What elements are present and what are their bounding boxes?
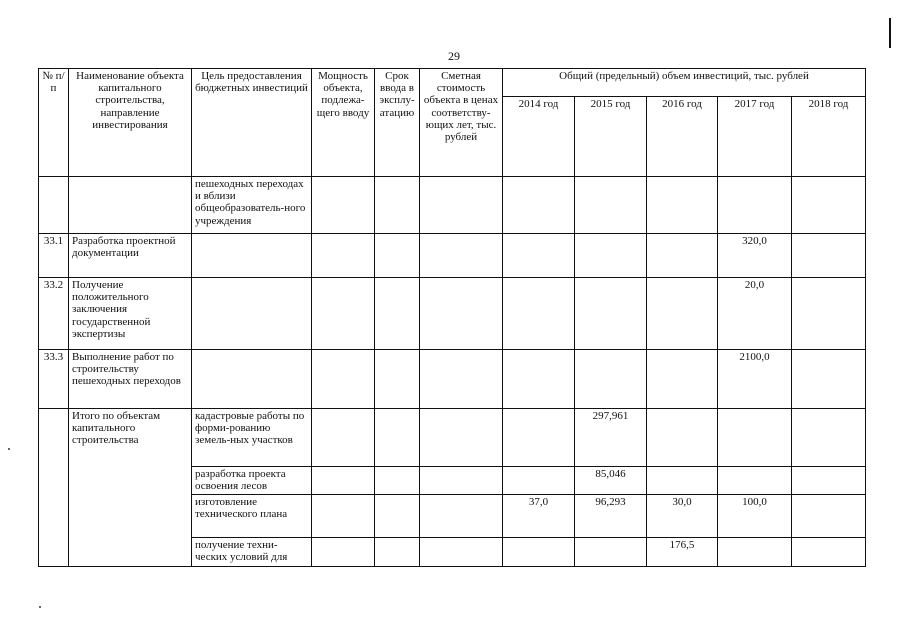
row-power	[312, 409, 375, 467]
row-value-2016	[647, 278, 718, 350]
row-power	[312, 350, 375, 409]
row-estimate	[420, 409, 503, 467]
row-goal	[192, 234, 312, 278]
table-row	[39, 350, 866, 409]
row-value-2015: 297,961	[575, 409, 647, 467]
header-object-name: Наименование объекта капитального строительства, направление инвестирования	[69, 69, 192, 177]
row-value-2015	[575, 177, 647, 234]
header-year: 2014 год	[503, 97, 575, 177]
row-value-2016	[647, 350, 718, 409]
row-estimate	[420, 278, 503, 350]
row-goal: изготовление технического плана	[192, 495, 312, 538]
row-value-2015	[575, 278, 647, 350]
row-value-2014	[503, 234, 575, 278]
row-value-2016	[647, 409, 718, 467]
row-value-2015: 96,293	[575, 495, 647, 538]
row-value-2017: 100,0	[718, 495, 792, 538]
row-value-2018	[792, 409, 866, 467]
row-name: Разработка проектной документации	[69, 234, 192, 278]
row-goal: разработка проекта освоения лесов	[192, 467, 312, 495]
header-estimate: Сметная стоимость объекта в ценах соответству-ющих лет, тыс. рублей	[420, 69, 503, 177]
row-term	[375, 467, 420, 495]
row-value-2018	[792, 495, 866, 538]
header-year: 2017 год	[718, 97, 792, 177]
row-value-2014	[503, 350, 575, 409]
row-estimate	[420, 495, 503, 538]
row-power	[312, 278, 375, 350]
row-power	[312, 467, 375, 495]
row-name: Получение положительного заключения государственной экспертизы	[69, 278, 192, 350]
table-row	[39, 177, 866, 234]
row-term	[375, 409, 420, 467]
row-term	[375, 234, 420, 278]
row-value-2018	[792, 350, 866, 409]
total-block-name: Итого по объектам капитального строительства	[69, 409, 192, 567]
row-estimate	[420, 350, 503, 409]
header-year: 2015 год	[575, 97, 647, 177]
row-value-2018	[792, 538, 866, 567]
row-name: Выполнение работ по строительству пешеходных переходов	[69, 350, 192, 409]
row-value-2017	[718, 409, 792, 467]
row-goal: пешеходных переходах и вблизи общеобразователь-ного учреждения	[192, 177, 312, 234]
scan-speck	[39, 606, 41, 608]
row-value-2017: 2100,0	[718, 350, 792, 409]
row-value-2016: 30,0	[647, 495, 718, 538]
row-value-2016	[647, 467, 718, 495]
row-power	[312, 234, 375, 278]
investment-table	[38, 68, 866, 567]
row-estimate	[420, 467, 503, 495]
row-value-2015	[575, 234, 647, 278]
row-term	[375, 538, 420, 567]
row-number: 33.3	[39, 350, 69, 409]
row-term	[375, 278, 420, 350]
row-value-2014	[503, 278, 575, 350]
row-name	[69, 177, 192, 234]
row-estimate	[420, 177, 503, 234]
row-power	[312, 495, 375, 538]
row-term	[375, 350, 420, 409]
row-value-2017	[718, 177, 792, 234]
header-year: 2018 год	[792, 97, 866, 177]
row-value-2017	[718, 538, 792, 567]
row-goal	[192, 278, 312, 350]
row-value-2018	[792, 467, 866, 495]
row-goal: кадастровые работы по форми-рованию земель-ных участков	[192, 409, 312, 467]
row-estimate	[420, 234, 503, 278]
header-year: 2016 год	[647, 97, 718, 177]
header-goal: Цель предоставления бюджетных инвестиций	[192, 69, 312, 177]
row-value-2016	[647, 177, 718, 234]
row-value-2016: 176,5	[647, 538, 718, 567]
scan-speck	[8, 448, 10, 450]
margin-mark	[889, 18, 891, 48]
table-row	[39, 278, 866, 350]
row-value-2017	[718, 467, 792, 495]
header-number: № п/п	[39, 69, 69, 177]
row-goal	[192, 350, 312, 409]
row-goal: получение техни-ческих условий для	[192, 538, 312, 567]
row-value-2014	[503, 538, 575, 567]
row-term	[375, 177, 420, 234]
row-value-2015: 85,046	[575, 467, 647, 495]
row-power	[312, 177, 375, 234]
row-value-2015	[575, 350, 647, 409]
row-value-2014	[503, 177, 575, 234]
header-power: Мощность объекта, подлежа-щего вводу	[312, 69, 375, 177]
header-total-investment: Общий (предельный) объем инвестиций, тыс. рублей	[503, 69, 866, 97]
row-value-2016	[647, 234, 718, 278]
row-number	[39, 409, 69, 567]
row-estimate	[420, 538, 503, 567]
row-number	[39, 177, 69, 234]
row-value-2014	[503, 409, 575, 467]
row-power	[312, 538, 375, 567]
row-value-2018	[792, 278, 866, 350]
row-term	[375, 495, 420, 538]
row-value-2018	[792, 234, 866, 278]
row-value-2014	[503, 467, 575, 495]
row-number: 33.2	[39, 278, 69, 350]
table-row	[39, 234, 866, 278]
page-number: 29	[448, 49, 460, 63]
header-commission-term: Срок ввода в эксплу-атацию	[375, 69, 420, 177]
table-row	[39, 409, 866, 467]
row-value-2017: 20,0	[718, 278, 792, 350]
row-number: 33.1	[39, 234, 69, 278]
row-value-2015	[575, 538, 647, 567]
row-value-2017: 320,0	[718, 234, 792, 278]
row-value-2014: 37,0	[503, 495, 575, 538]
row-value-2018	[792, 177, 866, 234]
